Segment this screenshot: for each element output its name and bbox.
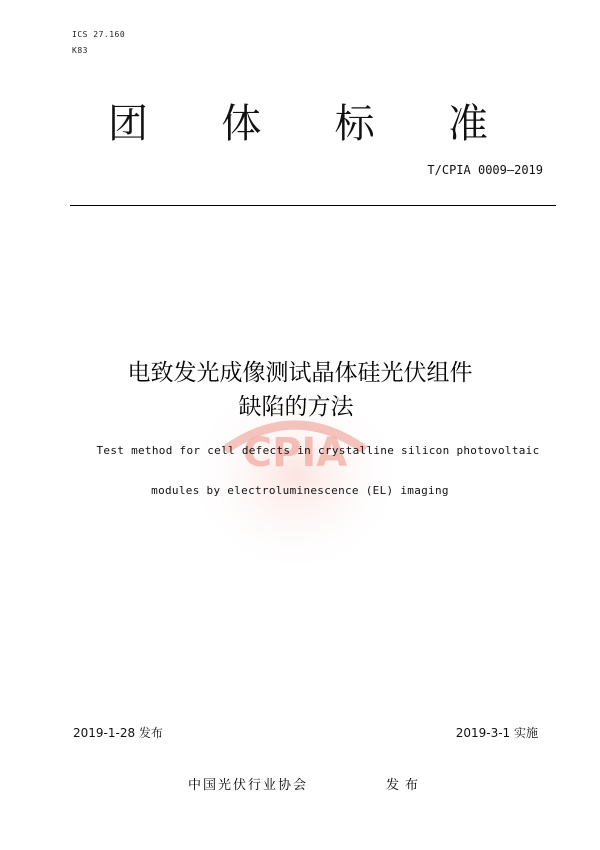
chinese-title-line1: 电致发光成像测试晶体硅光伏组件 bbox=[127, 360, 473, 386]
standard-type-char: 团 bbox=[108, 101, 148, 147]
chinese-title bbox=[0, 356, 600, 424]
issued-label: 发布 bbox=[386, 778, 425, 793]
standard-type-char: 标 bbox=[334, 101, 375, 147]
standard-type-heading bbox=[108, 92, 488, 149]
english-title-line1: Test method for cell defects in crystalline silicon photovoltaic bbox=[96, 444, 540, 457]
issuing-organization: 中国光伏行业协会 bbox=[188, 778, 309, 793]
ccs-code: K83 bbox=[72, 46, 88, 55]
implement-date: 2019-3-1 实施 bbox=[455, 726, 538, 740]
chinese-title-line2: 缺陷的方法 bbox=[238, 394, 354, 420]
watermark-text: CPIA bbox=[242, 430, 348, 476]
ics-code: ICS 27.160 bbox=[72, 30, 126, 39]
header-divider bbox=[70, 205, 556, 206]
standard-type-char: 体 bbox=[221, 101, 262, 147]
english-title-line2: modules by electroluminescence (EL) imaging bbox=[151, 484, 449, 497]
publish-date: 2019-1-28 发布 bbox=[73, 726, 163, 740]
standard-number: T/CPIA 0009—2019 bbox=[427, 163, 543, 177]
standard-type-char: 准 bbox=[447, 101, 488, 147]
